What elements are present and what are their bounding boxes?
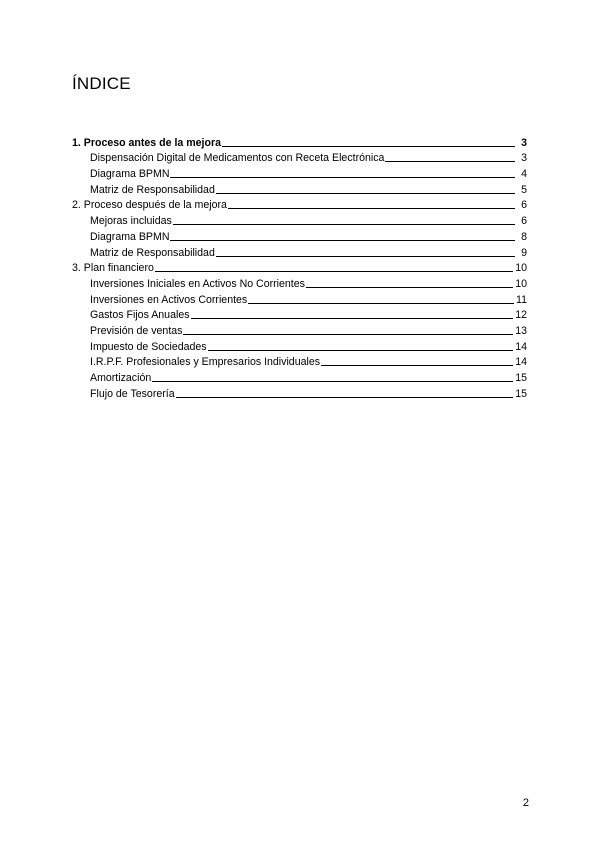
toc-entry[interactable] — [72, 211, 527, 227]
toc-entry[interactable] — [72, 243, 527, 259]
toc-leader-line — [306, 287, 513, 288]
toc-entry-page: 15 — [515, 372, 527, 384]
toc-entry-label: Mejoras incluidas — [90, 215, 172, 228]
toc-entry-page: 10 — [515, 277, 527, 290]
toc-entry-label: Dispensación Digital de Medicamentos con Receta Electrónica — [90, 152, 385, 165]
toc-entry[interactable] — [72, 259, 527, 275]
toc-entry-page: 3 — [521, 152, 527, 165]
toc-entry-label: I.R.P.F. Profesionales y Empresarios Individuales — [90, 356, 321, 369]
page-title: ÍNDICE — [72, 74, 131, 93]
toc-entry[interactable] — [72, 133, 527, 149]
toc-leader-line — [248, 303, 514, 304]
toc-entry-page: 13 — [515, 324, 527, 337]
toc-entry-label: Matriz de Responsabilidad — [90, 183, 215, 196]
toc-entry-label: Amortización — [90, 372, 152, 384]
table-of-contents — [72, 133, 527, 400]
toc-leader-line — [228, 208, 515, 209]
toc-entry[interactable] — [72, 353, 527, 369]
toc-entry[interactable] — [72, 290, 527, 306]
toc-leader-line — [216, 193, 515, 194]
toc-leader-line — [216, 256, 515, 257]
toc-leader-line — [170, 240, 515, 241]
toc-entry-label: 3. Plan financiero — [72, 262, 154, 275]
toc-entry-label: Inversiones Iniciales en Activos No Corrientes — [90, 277, 305, 290]
toc-entry-page: 12 — [515, 309, 527, 322]
toc-entry-label: 2. Proceso después de la mejora — [72, 199, 227, 212]
toc-entry-page: 4 — [521, 168, 527, 181]
toc-entry-page: 14 — [515, 356, 527, 369]
toc-entry-label: Impuesto de Sociedades — [90, 340, 207, 353]
toc-entry-page: 10 — [515, 262, 527, 275]
toc-entry-label: Flujo de Tesorería — [90, 387, 175, 400]
toc-entry-label: Previsión de ventas — [90, 324, 183, 337]
toc-entry[interactable] — [72, 196, 527, 212]
toc-entry[interactable] — [72, 274, 527, 290]
toc-leader-line — [183, 334, 513, 335]
toc-leader-line — [191, 318, 514, 319]
toc-entry[interactable] — [72, 321, 527, 337]
toc-entry-label: Matriz de Responsabilidad — [90, 246, 215, 259]
toc-entry[interactable] — [72, 180, 527, 196]
toc-entry-page: 9 — [521, 246, 527, 259]
toc-leader-line — [155, 271, 513, 272]
toc-entry[interactable] — [72, 337, 527, 353]
toc-entry-page: 8 — [521, 230, 527, 243]
toc-entry-page: 14 — [515, 340, 527, 353]
toc-leader-line — [222, 146, 515, 147]
toc-leader-line — [173, 224, 515, 225]
toc-leader-line — [176, 397, 514, 398]
toc-entry-page: 3 — [521, 136, 527, 149]
toc-entry[interactable] — [72, 149, 527, 165]
toc-leader-line — [385, 161, 515, 162]
toc-entry[interactable] — [72, 368, 527, 384]
toc-entry[interactable] — [72, 227, 527, 243]
toc-entry[interactable] — [72, 306, 527, 322]
toc-entry-label: Diagrama BPMN — [90, 230, 170, 243]
toc-leader-line — [170, 177, 515, 178]
toc-entry-page: 5 — [521, 183, 527, 196]
toc-leader-line — [208, 350, 514, 351]
toc-entry-page: 15 — [515, 387, 527, 400]
toc-entry-page: 11 — [516, 293, 527, 306]
toc-entry-label: 1. Proceso antes de la mejora — [72, 136, 221, 149]
toc-leader-line — [152, 381, 513, 382]
toc-entry[interactable] — [72, 164, 527, 180]
toc-entry-label: Inversiones en Activos Corrientes — [90, 293, 248, 306]
toc-entry[interactable] — [72, 384, 527, 400]
toc-entry-page: 6 — [521, 215, 527, 228]
toc-leader-line — [321, 365, 513, 366]
toc-entry-label: Diagrama BPMN — [90, 168, 170, 181]
toc-entry-label: Gastos Fijos Anuales — [90, 309, 190, 322]
toc-entry-page: 6 — [521, 199, 527, 212]
page-number: 2 — [522, 797, 529, 809]
